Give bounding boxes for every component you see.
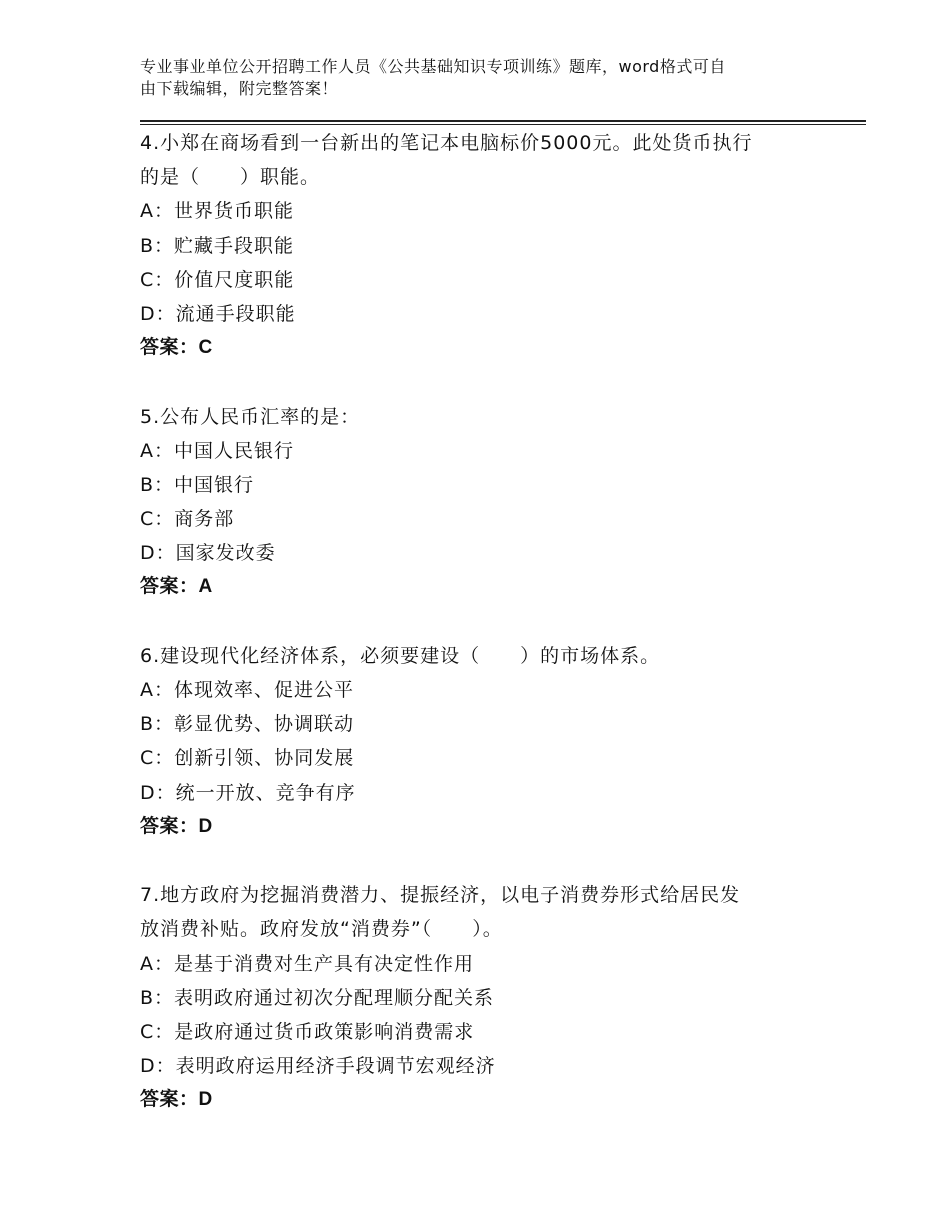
option-d: D：统一开放、竞争有序 (140, 781, 356, 804)
spacer (140, 605, 840, 639)
option-a: A：体现效率、促进公平 (140, 679, 354, 701)
answer-line: 答案：D (140, 815, 213, 837)
header-line-2: 由下载编辑，附完整答案！ (140, 79, 339, 98)
question-7 (140, 878, 840, 1117)
spacer (140, 844, 840, 878)
option-b: B：贮藏手段职能 (140, 234, 295, 257)
header-line-1: 专业事业单位公开招聘工作人员《公共基础知识专项训练》题库，word格式可自 (140, 57, 726, 76)
question-stem-line: 5.公布人民币汇率的是： (140, 405, 361, 428)
answer-line: 答案：A (140, 576, 213, 598)
option-d: D：表明政府运用经济手段调节宏观经济 (140, 1055, 496, 1078)
question-stem-line: 7.地方政府为挖掘消费潜力、提振经济，以电子消费券形式给居民发 (140, 884, 741, 907)
question-stem-line: 的是（ ）职能。 (140, 166, 321, 189)
question-4 (140, 126, 840, 365)
option-d: D：流通手段职能 (140, 302, 296, 325)
answer-line: 答案：C (140, 337, 213, 359)
option-c: C：价值尺度职能 (140, 268, 295, 291)
option-a: A：中国人民银行 (140, 439, 294, 462)
question-6 (140, 639, 840, 844)
answer-line: 答案：D (140, 1089, 213, 1111)
question-list (140, 126, 840, 1117)
option-a: A：世界货币职能 (140, 200, 294, 223)
option-d: D：国家发改委 (140, 542, 276, 565)
option-a: A：是基于消费对生产具有决定性作用 (140, 952, 474, 975)
question-stem-line: 6.建设现代化经济体系，必须要建设（ ）的市场体系。 (140, 644, 661, 667)
document-header (140, 56, 820, 100)
option-b: B：表明政府通过初次分配理顺分配关系 (140, 986, 495, 1009)
option-c: C：是政府通过货币政策影响消费需求 (140, 1020, 475, 1043)
header-rule-thick (140, 120, 866, 122)
question-stem-line: 4.小郑在商场看到一台新出的笔记本电脑标价5000元。此处货币执行 (140, 132, 753, 154)
option-b: B：彰显优势、协调联动 (140, 713, 355, 736)
option-c: C：创新引领、协同发展 (140, 747, 355, 770)
header-rule-thin (140, 124, 866, 125)
question-stem-line: 放消费补贴。政府发放“消费券”（ ）。 (140, 918, 503, 941)
spacer (140, 365, 840, 399)
question-5 (140, 400, 840, 605)
option-b: B：中国银行 (140, 473, 255, 496)
option-c: C：商务部 (140, 508, 235, 531)
